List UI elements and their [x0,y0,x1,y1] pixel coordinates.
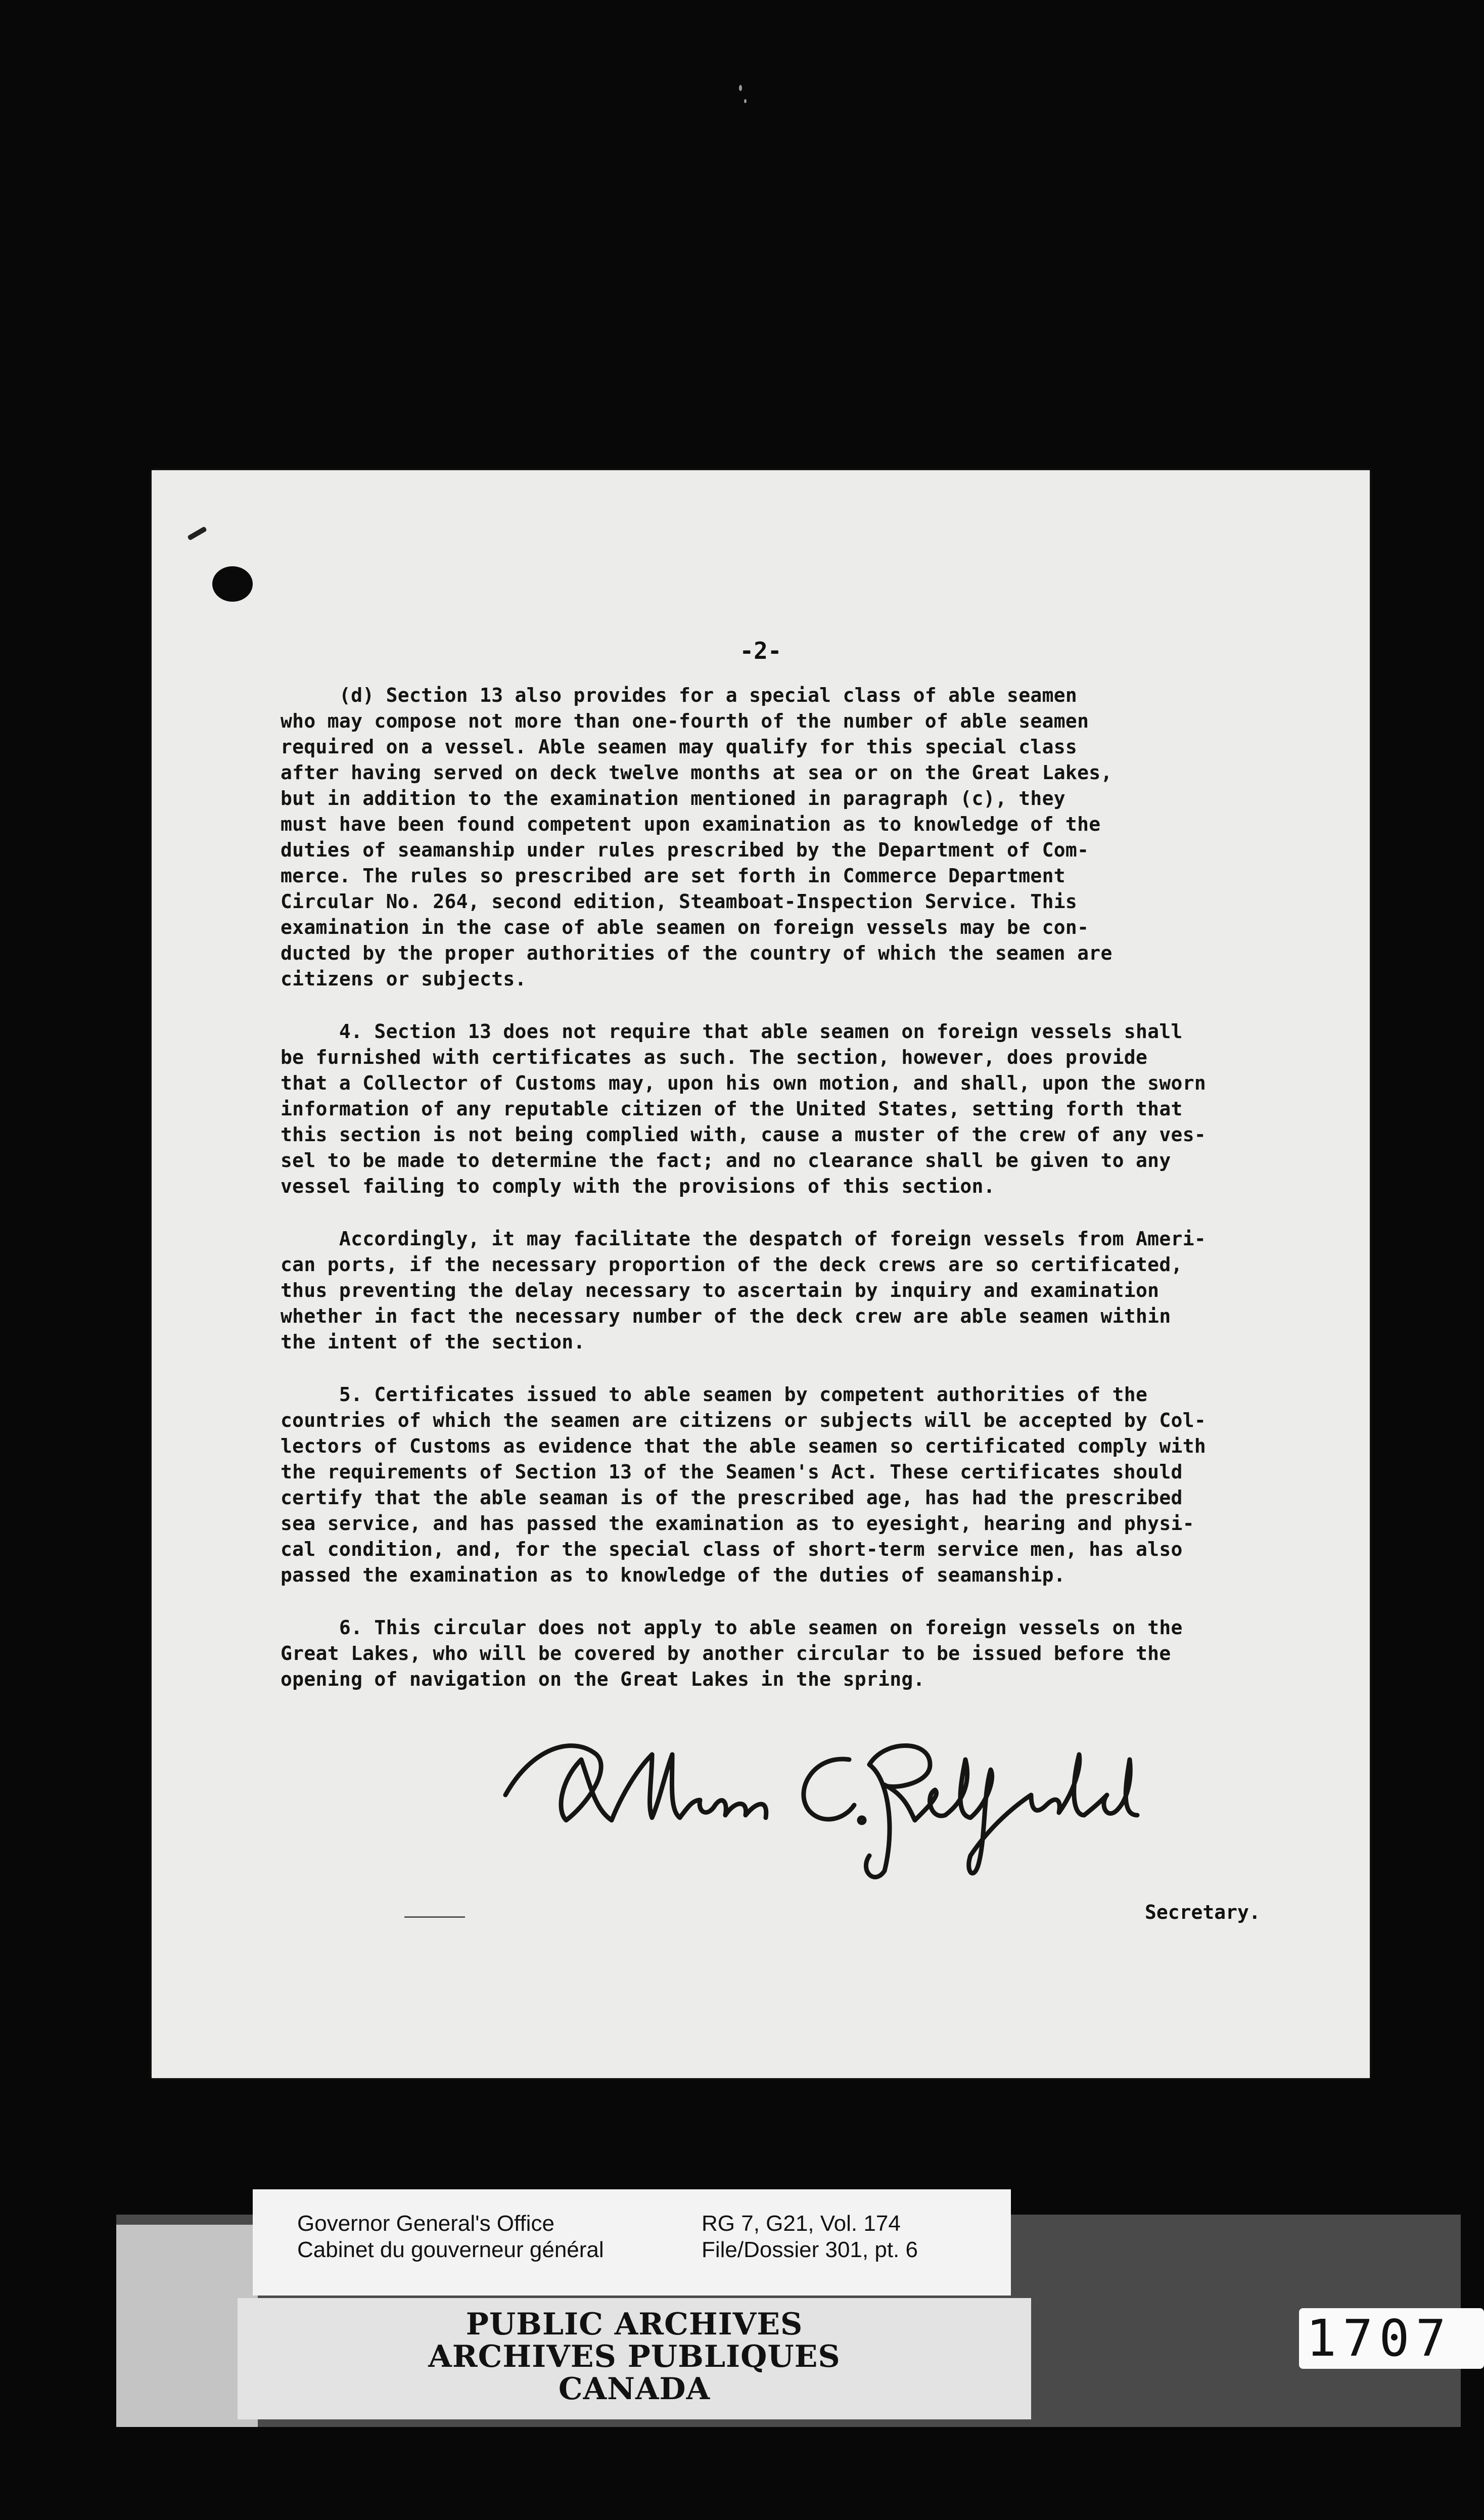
text-line: the requirements of Section 13 of the Seamen's Act. These certificates should [281,1461,1183,1483]
text-line: 5. Certificates issued to able seamen by competent authorities of the [281,1383,1148,1406]
record-group: RG 7, G21, Vol. 174 [702,2211,901,2236]
text-line: this section is not being complied with, cause a muster of the crew of any ves- [281,1123,1207,1146]
text-line: that a Collector of Customs may, upon his own motion, and shall, upon the sworn [281,1072,1207,1094]
paragraph-accordingly [281,1226,1261,1355]
public-archives-stamp [238,2298,1031,2419]
text-line: 4. Section 13 does not require that able seamen on foreign vessels shall [281,1020,1183,1043]
text-line: after having served on deck twelve months at sea or on the Great Lakes, [281,761,1112,784]
text-line: examination in the case of able seamen on foreign vessels may be con- [281,916,1089,938]
text-line: certify that the able seaman is of the prescribed age, has had the prescribed [281,1487,1183,1509]
paragraph-4 [281,1019,1261,1199]
text-line: countries of which the seamen are citizens or subjects will be accepted by Col- [281,1409,1207,1431]
signer-title: Secretary. [1145,1901,1261,1923]
text-line: lectors of Customs as evidence that the able seamen so certificated comply with [281,1435,1207,1457]
page-number: -2- [739,637,782,664]
paragraph-d [281,683,1261,992]
text-line: can ports, if the necessary proportion of the deck crews are so certificated, [281,1253,1183,1276]
frame-number: 1707 [1299,2308,1484,2369]
text-line: sea service, and has passed the examination as to eyesight, hearing and physi- [281,1512,1194,1535]
label-backing-left [116,2225,258,2427]
text-line: Circular No. 264, second edition, Steamboat-Inspection Service. This [281,890,1078,913]
text-line: merce. The rules so prescribed are set forth in Commerce Department [281,865,1065,887]
paragraph-6 [281,1615,1261,1692]
signature [485,1719,1157,1891]
text-line: vessel failing to comply with the provisions of this section. [281,1175,995,1197]
stamp-line-country: CANADA [558,2371,711,2407]
archive-reference-card [253,2189,1011,2296]
letter-page [152,470,1370,2078]
text-line: 6. This circular does not apply to able seamen on foreign vessels on the [281,1616,1183,1639]
text-line: passed the examination as to knowledge of the duties of seamanship. [281,1564,1065,1586]
text-line: citizens or subjects. [281,968,527,990]
text-line: be furnished with certificates as such. The section, however, does provide [281,1046,1148,1068]
text-line: the intent of the section. [281,1331,585,1353]
text-line: sel to be made to determine the fact; and no clearance shall be given to any [281,1149,1171,1172]
pen-mark [187,526,207,541]
text-line: whether in fact the necessary number of the deck crew are able seamen within [281,1305,1171,1327]
stamp-line-english: PUBLIC ARCHIVES [466,2307,803,2342]
film-speck [739,85,742,91]
office-english: Governor General's Office [297,2211,554,2236]
text-line: thus preventing the delay necessary to ascertain by inquiry and examination [281,1279,1160,1301]
text-line: cal condition, and, for the special class of short-term service men, has also [281,1538,1183,1560]
text-line: who may compose not more than one-fourth of the number of able seamen [281,710,1089,732]
text-line: opening of navigation on the Great Lakes in the spring. [281,1668,925,1690]
text-line: required on a vessel. Able seamen may qualify for this special class [281,736,1078,758]
text-line: (d) Section 13 also provides for a special class of able seamen [281,684,1078,706]
punch-hole [212,566,253,602]
stamp-line-french: ARCHIVES PUBLIQUES [428,2339,841,2374]
underline-mark [404,1916,465,1918]
office-french: Cabinet du gouverneur général [297,2237,604,2262]
text-line: duties of seamanship under rules prescribed by the Department of Com- [281,839,1089,861]
text-line: information of any reputable citizen of the United States, setting forth that [281,1098,1183,1120]
file-reference: File/Dossier 301, pt. 6 [702,2237,918,2262]
text-line: ducted by the proper authorities of the country of which the seamen are [281,942,1112,964]
letter-body [281,683,1261,1719]
text-line: must have been found competent upon examination as to knowledge of the [281,813,1101,835]
text-line: Accordingly, it may facilitate the despatch of foreign vessels from Ameri- [281,1228,1207,1250]
paragraph-5 [281,1382,1261,1588]
text-line: but in addition to the examination mentioned in paragraph (c), they [281,787,1065,809]
film-speck [744,99,747,103]
text-line: Great Lakes, who will be covered by another circular to be issued before the [281,1642,1171,1664]
